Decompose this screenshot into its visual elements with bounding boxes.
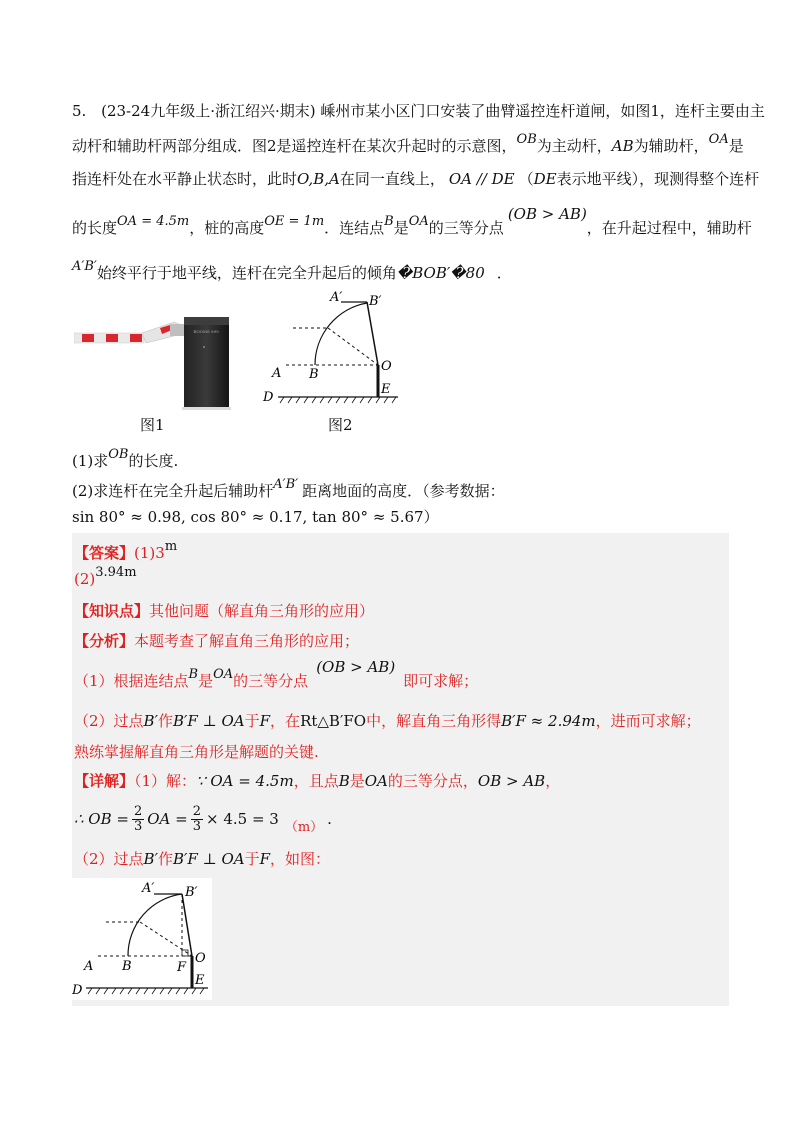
math: (OB > AB)	[316, 658, 396, 676]
question-line-3	[72, 168, 759, 189]
text: ，如图：	[270, 850, 331, 868]
text: ，桩的高度	[189, 219, 265, 237]
label-o: O	[381, 359, 392, 374]
label-b: B	[122, 959, 132, 974]
answer-2: 3.94m	[95, 565, 137, 580]
arc-path	[128, 894, 182, 956]
math: OA	[213, 667, 234, 682]
text: ，进而可求解；	[595, 712, 701, 730]
label-d: D	[72, 983, 83, 998]
sub-question-1	[72, 447, 179, 471]
text: (2)求连杆在完全升起后辅助杆	[72, 482, 274, 500]
text: .	[327, 810, 332, 828]
math: DE	[533, 170, 557, 188]
label-e: E	[381, 382, 391, 397]
question-line-5	[72, 259, 512, 283]
text: 的长度.	[128, 452, 179, 470]
text: ，在升起过程中，辅助杆	[586, 219, 752, 237]
cabinet-brand: ROOMS 999	[193, 329, 219, 334]
math: B′	[143, 712, 158, 730]
analysis-step-2	[74, 710, 701, 731]
math: (OB > AB)	[507, 205, 587, 223]
answer-line-1	[74, 539, 178, 563]
math: B′F ⊥ OA	[173, 850, 245, 868]
math: Rt△B′FO	[300, 712, 367, 730]
sub-question-2	[72, 477, 505, 501]
analysis-label: 【分析】	[74, 632, 135, 650]
math: B′	[143, 850, 158, 868]
text: 动杆和辅助杆两部分组成．图2是遥控连杆在某次升起时的示意图，	[72, 137, 517, 155]
answer-1: (1)3	[134, 544, 165, 562]
math: F	[259, 712, 271, 730]
cabinet-lock	[203, 346, 205, 348]
text: 距离地面的高度．（参考数据：	[302, 482, 505, 500]
question-line-2	[72, 132, 744, 156]
figure-1-barrier-gate	[74, 312, 234, 412]
math: OB > AB	[477, 772, 546, 790]
knowledge-point	[74, 600, 374, 621]
text: 的三等分点，	[387, 772, 478, 790]
text: 于	[244, 712, 260, 730]
text: 即可求解；	[403, 672, 479, 690]
answer-line-2	[74, 565, 137, 588]
math: OA	[364, 772, 388, 790]
text: 的三等分点	[428, 219, 504, 237]
text: 为辅助杆，	[633, 137, 709, 155]
rod-ob1	[367, 302, 378, 365]
math: �BOB′�80	[396, 264, 485, 282]
boom-stripe	[82, 334, 94, 342]
text: ）	[423, 508, 439, 526]
analysis-step-1	[74, 658, 479, 691]
text: 于	[244, 850, 260, 868]
text: ．	[496, 264, 512, 282]
math: O,B,A	[297, 170, 340, 188]
text: 表示地平线），现测得整个连杆	[556, 170, 760, 188]
label-b1: B′	[369, 294, 382, 309]
label-f: F	[177, 960, 187, 975]
figure-3-solution	[72, 878, 212, 1000]
rod-ob1	[182, 894, 192, 956]
kp-text: 其他问题（解直角三角形的应用）	[149, 602, 375, 620]
text: 的三等分点	[233, 672, 309, 690]
denominator: 3	[192, 818, 201, 834]
math: F	[259, 850, 271, 868]
math: AB	[611, 137, 634, 155]
text: 是	[393, 219, 409, 237]
math: ∴ OB =	[74, 810, 129, 828]
text: 中，解直角三角形得	[366, 712, 502, 730]
detail-step-1	[74, 770, 560, 791]
label-b: B	[309, 367, 319, 382]
label-b1: B′	[185, 885, 198, 900]
boom-stripe	[106, 334, 118, 342]
detail-calc	[74, 802, 332, 836]
label-d: D	[263, 390, 274, 405]
label-o: O	[195, 951, 206, 966]
text: （	[518, 170, 534, 188]
text: 指连杆处在水平静止状态时，此时	[72, 170, 298, 188]
text: 在同一直线上，	[339, 170, 445, 188]
numerator: 2	[192, 803, 201, 819]
text: ，且点	[293, 772, 339, 790]
math: OB	[108, 447, 129, 462]
math: × 4.5 = 3	[206, 810, 279, 828]
text: ．连结点	[324, 219, 385, 237]
figure-2-schematic	[258, 286, 408, 411]
math: OA = 4.5m	[117, 214, 190, 229]
math: B′F ⊥ OA	[173, 712, 245, 730]
question-text: 嵊州市某小区门口安装了曲臂遥控连杆道闸，如图1，连杆主要由主	[320, 102, 765, 120]
text: 是	[349, 772, 365, 790]
text: ，	[545, 772, 561, 790]
math: A′B′	[273, 477, 299, 492]
question-line-1	[72, 100, 765, 121]
text: （2）过点	[74, 712, 144, 730]
text: (1)求	[72, 452, 109, 470]
text: （2）过点	[74, 850, 144, 868]
fraction	[132, 805, 144, 834]
answer-2-num: (2)	[74, 570, 96, 588]
reference-data	[72, 506, 439, 527]
answer-label: 【答案】	[74, 544, 135, 562]
label-a: A	[84, 959, 94, 974]
math: A′B′	[72, 259, 97, 274]
math: OA	[708, 132, 729, 147]
text: 是	[728, 137, 744, 155]
text: （1）解：	[134, 772, 197, 790]
unit: （m）	[284, 819, 324, 835]
text: 始终平行于地平线，连杆在完全升起后的倾角	[96, 264, 397, 282]
fig1-caption: 图1	[140, 416, 165, 434]
answer-1-unit: m	[164, 539, 178, 554]
label-e: E	[195, 973, 205, 988]
numerator: 2	[133, 803, 143, 819]
text: 作	[157, 712, 173, 730]
analysis-text: 本题考查了解直角三角形的应用；	[134, 632, 360, 650]
label-a: A	[272, 366, 282, 381]
text: 的长度	[72, 219, 118, 237]
boom-stripe	[130, 334, 142, 342]
math: OA =	[147, 810, 188, 828]
math: B′F ≈ 2.94m	[501, 712, 596, 730]
math: B	[338, 772, 350, 790]
ground-hatch	[280, 397, 396, 403]
math: OE = 1m	[264, 214, 325, 229]
fig2-caption: 图2	[328, 416, 353, 434]
math: B	[188, 667, 199, 682]
math: OA	[408, 214, 429, 229]
dashed-diagonal	[328, 328, 378, 365]
ground-hatch	[88, 988, 204, 994]
arc-path	[315, 303, 367, 365]
fraction	[191, 805, 203, 834]
math: sin 80° ≈ 0.98, cos 80° ≈ 0.17, tan 80° ≈ 5.67	[72, 508, 424, 526]
question-line-4	[72, 205, 752, 238]
text: 为主动杆，	[536, 137, 612, 155]
math: ∵ OA = 4.5m	[196, 772, 294, 790]
math: OA // DE	[448, 170, 515, 188]
math: OB	[516, 132, 537, 147]
analysis-summary: 熟练掌握解直角三角形是解题的关键.	[74, 743, 319, 761]
label-a1: A′	[330, 290, 343, 305]
dashed-diagonal	[140, 922, 192, 956]
analysis-intro	[74, 630, 359, 651]
text: 是	[198, 672, 214, 690]
denominator: 3	[133, 818, 143, 834]
hinge	[170, 324, 184, 336]
cabinet-top	[184, 317, 229, 325]
question-number: 5.	[72, 102, 87, 120]
text: （1）根据连结点	[74, 672, 189, 690]
text: 作	[157, 850, 173, 868]
math: B	[384, 214, 394, 229]
text: ，在	[270, 712, 301, 730]
label-a1: A′	[142, 881, 155, 896]
kp-label: 【知识点】	[74, 602, 150, 620]
detail-step-2	[74, 848, 330, 869]
cabinet-base	[182, 407, 231, 410]
question-source: (23-24九年级上·浙江绍兴·期末)	[101, 102, 316, 120]
detail-label: 【详解】	[74, 772, 135, 790]
